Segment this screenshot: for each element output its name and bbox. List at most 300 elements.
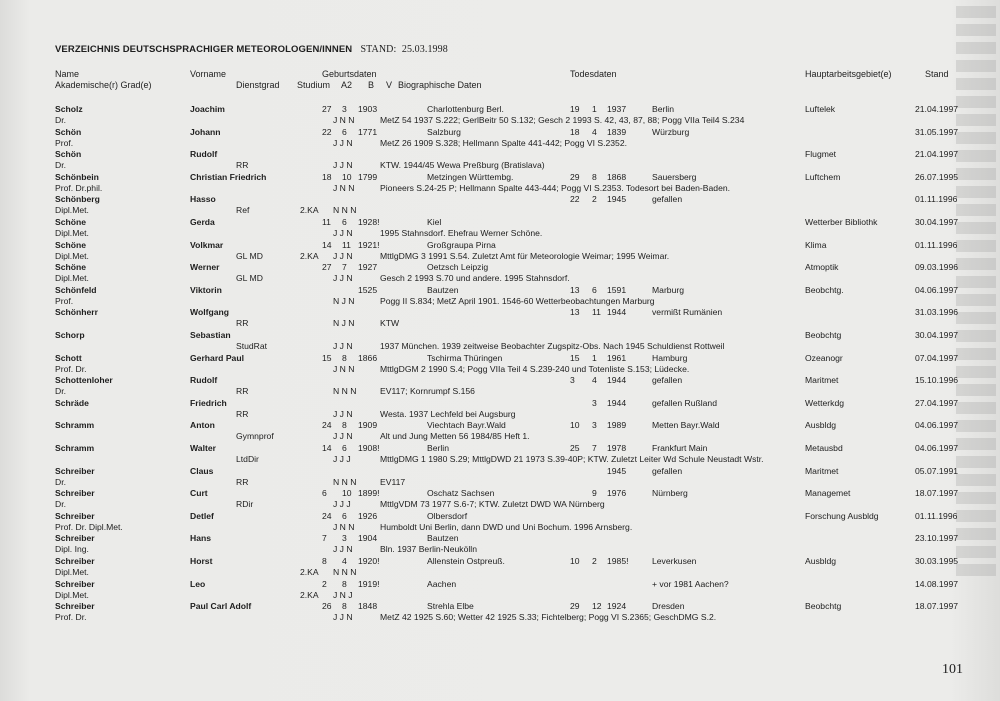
flag-a2-b-v: N N N <box>333 386 357 397</box>
death-year: 1945 <box>607 465 627 476</box>
birth-year: 1919! <box>358 578 380 589</box>
stand-date: 05.07.1991 <box>915 465 959 476</box>
person-firstname: Anton <box>190 420 215 431</box>
death-place: + vor 1981 Aachen? <box>652 578 729 589</box>
death-month: 2 <box>592 556 597 566</box>
person-firstname: Hans <box>190 533 212 544</box>
person-firstname: Christian Friedrich <box>190 171 267 182</box>
person-firstname: Volkmar <box>190 239 224 250</box>
birth-day: 14 <box>322 443 332 453</box>
person-surname: Schramm <box>55 443 95 453</box>
record-row <box>0 127 1000 151</box>
flag-a2-b-v: J N N <box>333 521 355 532</box>
birth-place: Großgraupa Pirna <box>427 239 496 250</box>
person-surname: Schönberg <box>55 194 100 205</box>
biographical-data: Pogg II S.834; MetZ April 1901. 1546-60 Wetterbeobachtungen Marburg <box>380 295 655 306</box>
record-row <box>0 533 1000 557</box>
service-rank: GL MD <box>236 273 263 284</box>
birth-year: 1771 <box>358 126 378 137</box>
death-year: 1944 <box>607 397 627 408</box>
record-row <box>0 488 1000 512</box>
death-year: 1944 <box>607 307 627 318</box>
person-surname: Schräde <box>55 397 89 408</box>
birth-day: 6 <box>322 488 327 499</box>
flag-a2-b-v: J J N <box>333 250 353 261</box>
biographical-data: Bln. 1937 Berlin-Neukölln <box>380 544 477 555</box>
person-surname: Schreiber <box>55 556 95 566</box>
stand-date: 30.04.1997 <box>915 217 959 227</box>
death-place: gefallen <box>652 465 683 476</box>
person-firstname: Detlef <box>190 510 214 521</box>
death-month: 7 <box>592 443 597 453</box>
birth-day: 26 <box>322 601 332 612</box>
death-day: 3 <box>570 375 575 386</box>
academic-degree: Dr. <box>55 499 66 510</box>
academic-degree: Dr. <box>55 160 66 171</box>
academic-degree: Prof. <box>55 295 74 306</box>
birth-year: 1927 <box>358 262 378 273</box>
record-row <box>0 601 1000 625</box>
col-akademische-grade: Akademische(r) Grad(e) <box>55 80 152 90</box>
person-surname: Schön <box>55 149 82 160</box>
record-row <box>0 240 1000 264</box>
death-place: vermißt Rumänien <box>652 307 723 318</box>
stand-date: 18.07.1997 <box>915 488 959 499</box>
flag-a2-b-v: J J N <box>333 228 353 238</box>
person-firstname: Sebastian <box>190 330 231 340</box>
main-field: Wetterkdg <box>805 397 845 408</box>
col-name: Name <box>55 69 80 79</box>
death-day: 25 <box>570 443 580 453</box>
flag-a2-b-v: J J J <box>333 499 351 510</box>
birth-year: 1921! <box>358 239 380 250</box>
academic-degree: Prof. Dr. <box>55 612 87 623</box>
death-place: gefallen <box>652 375 683 386</box>
academic-degree: Dipl.Met. <box>55 567 89 577</box>
death-year: 1944 <box>607 375 627 386</box>
col-todesdaten: Todesdaten <box>570 69 617 79</box>
biographical-data: Westa. 1937 Lechfeld bei Augsburg <box>380 408 516 419</box>
record-row <box>0 217 1000 241</box>
stand-date: 01.11.1996 <box>915 239 958 250</box>
flag-a2-b-v: J J N <box>333 341 353 351</box>
academic-degree: Dr. <box>55 386 66 397</box>
person-surname: Scholz <box>55 104 83 114</box>
biographical-data: 1995 Stahnsdorf. Ehefrau Werner Schöne. <box>380 228 543 238</box>
main-field: Atmoptik <box>805 262 839 273</box>
person-surname: Schreiber <box>55 488 95 499</box>
person-surname: Schreiber <box>55 510 95 521</box>
stand-date: 04.06.1997 <box>915 443 959 453</box>
person-surname: Schöne <box>55 217 87 227</box>
death-month: 2 <box>592 194 597 205</box>
flag-a2-b-v: N N N <box>333 205 357 216</box>
death-place: Berlin <box>652 104 674 114</box>
birth-place: Aachen <box>427 578 457 589</box>
death-year: 1985! <box>607 556 629 566</box>
person-firstname: Walter <box>190 443 216 453</box>
academic-degree: Dr. <box>55 115 66 125</box>
stand-date: 01.11.1996 <box>915 194 958 205</box>
person-surname: Schreiber <box>55 601 95 612</box>
death-place: gefallen Rußland <box>652 397 717 408</box>
flag-a2-b-v: J J N <box>333 160 353 171</box>
record-row <box>0 443 1000 467</box>
death-year: 1924 <box>607 601 627 612</box>
record-row <box>0 466 1000 490</box>
record-row <box>0 285 1000 309</box>
birth-month: 6 <box>342 217 347 227</box>
death-day: 22 <box>570 194 580 205</box>
birth-place: Bautzen <box>427 284 459 295</box>
flag-a2-b-v: J J N <box>333 137 353 148</box>
birth-day: 27 <box>322 104 332 114</box>
birth-day: 14 <box>322 239 332 250</box>
academic-degree: Prof. Dr. <box>55 363 87 374</box>
birth-month: 10 <box>342 171 352 182</box>
stand-date: 21.04.1997 <box>915 104 959 114</box>
flag-a2-b-v: J J N <box>333 273 353 284</box>
academic-degree: Dipl.Met. <box>55 250 89 261</box>
death-month: 4 <box>592 375 597 386</box>
birth-month: 8 <box>342 578 347 589</box>
person-surname: Schöne <box>55 262 87 273</box>
col-studium: Studium <box>297 80 331 90</box>
death-day: 13 <box>570 284 580 295</box>
service-rank: Ref <box>236 205 250 216</box>
page-number: 101 <box>942 662 963 677</box>
death-day: 15 <box>570 352 580 363</box>
birth-day: 8 <box>322 556 327 566</box>
service-rank: RR <box>236 408 249 419</box>
stand-date: 09.03.1996 <box>915 262 959 273</box>
service-rank: StudRat <box>236 341 268 351</box>
person-firstname: Joachim <box>190 104 225 114</box>
death-day: 13 <box>570 307 580 318</box>
service-rank: RR <box>236 318 249 329</box>
flag-a2-b-v: J J N <box>333 431 353 442</box>
birth-year: 1920! <box>358 556 380 566</box>
service-rank: RR <box>236 386 249 397</box>
biographical-data: MetZ 26 1909 S.328; Hellmann Spalte 441-442; Pogg VI S.2352. <box>380 137 627 148</box>
biographical-data: MetZ 54 1937 S.222; GerlBeitr 50 S.132; Gesch 2 1993 S. 42, 43, 87, 88; Pogg VIIa Teil4 S.234 <box>380 115 745 125</box>
flag-a2-b-v: N N N <box>333 567 357 577</box>
person-surname: Schön <box>55 126 82 137</box>
death-year: 1961 <box>607 352 627 363</box>
person-firstname: Rudolf <box>190 375 218 386</box>
person-firstname: Wolfgang <box>190 307 229 318</box>
birth-month: 8 <box>342 352 347 363</box>
record-row <box>0 353 1000 377</box>
col-vorname: Vorname <box>190 69 227 79</box>
stand-date: 21.04.1997 <box>915 149 959 160</box>
death-place: Leverkusen <box>652 556 697 566</box>
col-a2: A2 <box>341 80 353 90</box>
person-firstname: Paul Carl Adolf <box>190 601 252 612</box>
birth-place: Salzburg <box>427 126 461 137</box>
main-field: Managemet <box>805 488 851 499</box>
stand-date: 04.06.1997 <box>915 420 959 431</box>
birth-place: Charlottenburg Berl. <box>427 104 504 114</box>
biographical-data: 1937 München. 1939 zeitweise Beobachter Zugspitz-Obs. Nach 1945 Schuldienst Rottweil <box>380 341 725 351</box>
birth-place: Oschatz Sachsen <box>427 488 495 499</box>
academic-degree: Dipl.Met. <box>55 273 89 284</box>
col-b: B <box>368 80 375 90</box>
person-firstname: Johann <box>190 126 221 137</box>
death-month: 12 <box>592 601 602 612</box>
person-surname: Schönherr <box>55 307 98 318</box>
death-year: 1868 <box>607 171 627 182</box>
birth-place: Berlin <box>427 443 449 453</box>
flag-a2-b-v: N J N <box>333 295 355 306</box>
death-year: 1839 <box>607 126 627 137</box>
stand-date: 18.07.1997 <box>915 601 959 612</box>
col-v: V <box>386 80 393 90</box>
birth-year: 1799 <box>358 171 378 182</box>
biographical-data: MttlgDMG 1 1980 S.29; MttlgDWD 21 1973 S.39-40P; KTW. Zuletzt Leiter Wd Schule Neustadt Wstr. <box>380 454 764 464</box>
main-field: Ozeanogr <box>805 352 843 363</box>
record-row <box>0 398 1000 422</box>
main-field: Forschung Ausbldg <box>805 510 879 521</box>
main-field: Luftelek <box>805 104 836 114</box>
person-surname: Schöne <box>55 239 87 250</box>
person-surname: Schorp <box>55 330 85 340</box>
flag-a2-b-v: N N N <box>333 476 357 487</box>
death-place: gefallen <box>652 194 683 205</box>
death-year: 1976 <box>607 488 627 499</box>
person-surname: Schottenloher <box>55 375 113 386</box>
birth-day: 27 <box>322 262 332 273</box>
birth-place: Tschirma Thüringen <box>427 352 503 363</box>
main-field: Klima <box>805 239 827 250</box>
biographical-data: MttlgDMG 3 1991 S.54. Zuletzt Amt für Meteorologie Weimar; 1995 Weimar. <box>380 250 670 261</box>
record-row <box>0 149 1000 173</box>
academic-degree: Dr. <box>55 476 66 487</box>
stand-date: 23.10.1997 <box>915 533 959 544</box>
flag-a2-b-v: J J N <box>333 408 353 419</box>
birth-day: 2 <box>322 578 327 589</box>
record-row <box>0 579 1000 603</box>
death-day: 29 <box>570 601 580 612</box>
birth-place: Kiel <box>427 217 442 227</box>
death-place: Metten Bayr.Wald <box>652 420 720 431</box>
studium: 2.KA <box>300 205 319 216</box>
birth-month: 10 <box>342 488 352 499</box>
service-rank: RR <box>236 160 249 171</box>
person-surname: Schönbein <box>55 171 99 182</box>
stand-date: 07.04.1997 <box>915 352 959 363</box>
record-row <box>0 104 1000 128</box>
death-month: 11 <box>592 307 601 318</box>
academic-degree: Dipl.Met. <box>55 228 89 238</box>
birth-year: 1909 <box>358 420 378 431</box>
flag-a2-b-v: J J N <box>333 544 353 555</box>
document-title <box>55 44 448 55</box>
person-firstname: Gerhard Paul <box>190 352 244 363</box>
birth-day: 18 <box>322 171 332 182</box>
stand-date: 30.04.1997 <box>915 330 959 340</box>
biographical-data: EV117; Kornrumpf S.156 <box>380 386 475 397</box>
death-year: 1978 <box>607 443 627 453</box>
main-field: Ausbldg <box>805 420 837 431</box>
stand-date: 26.07.1995 <box>915 171 959 182</box>
stand-date: 31.05.1997 <box>915 126 959 137</box>
main-field: Beobchtg <box>805 330 842 340</box>
death-day: 10 <box>570 420 580 431</box>
record-row <box>0 511 1000 535</box>
death-place: Dresden <box>652 601 685 612</box>
person-surname: Schreiber <box>55 533 95 544</box>
birth-month: 4 <box>342 556 347 566</box>
person-firstname: Gerda <box>190 217 215 227</box>
person-surname: Schreiber <box>55 578 95 589</box>
person-firstname: Viktorin <box>190 284 222 295</box>
service-rank: LtdDir <box>236 454 259 464</box>
academic-degree: Prof. <box>55 137 74 148</box>
academic-degree: Dipl.Met. <box>55 205 89 216</box>
person-surname: Schramm <box>55 420 95 431</box>
birth-year: 1866 <box>358 352 378 363</box>
stand-date: 27.04.1997 <box>915 397 959 408</box>
birth-month: 8 <box>342 420 347 431</box>
person-firstname: Werner <box>190 262 220 273</box>
biographical-data: MetZ 42 1925 S.60; Wetter 42 1925 S.33; Fichtelberg; Pogg VI S.2365; GeschDMG S.2. <box>380 612 717 623</box>
flag-a2-b-v: J N N <box>333 363 355 374</box>
col-dienstgrad: Dienstgrad <box>236 80 280 90</box>
record-row <box>0 307 1000 331</box>
birth-month: 6 <box>342 443 347 453</box>
academic-degree: Dipl.Met. <box>55 589 89 600</box>
record-row <box>0 262 1000 286</box>
flag-a2-b-v: J N N <box>333 182 355 193</box>
biographical-data: MttlgVDM 73 1977 S.6-7; KTW. Zuletzt DWD WA Nürnberg <box>380 499 605 510</box>
birth-day: 11 <box>322 217 331 227</box>
main-field: Luftchem <box>805 171 841 182</box>
academic-degree: Prof. Dr. Dipl.Met. <box>55 521 123 532</box>
main-field: Beobchtg <box>805 601 842 612</box>
record-row <box>0 375 1000 399</box>
death-year: 1945 <box>607 194 627 205</box>
stand-date: 31.03.1996 <box>915 307 959 318</box>
birth-year: 1904 <box>358 533 378 544</box>
biographical-data: KTW <box>380 318 400 329</box>
col-hauptarbeitsgebiet: Hauptarbeitsgebiet(e) <box>805 69 892 79</box>
birth-place: Viechtach Bayr.Wald <box>427 420 506 431</box>
death-day: 10 <box>570 556 580 566</box>
biographical-data: EV117 <box>380 476 406 487</box>
death-month: 3 <box>592 397 597 408</box>
death-year: 1937 <box>607 104 627 114</box>
service-rank: RDir <box>236 499 254 510</box>
main-field: Flugmet <box>805 149 837 160</box>
birth-place: Metzingen Württembg. <box>427 171 514 182</box>
biographical-data: Pioneers S.24-25 P; Hellmann Spalte 443-444; Pogg VI S.2353. Todesort bei Baden-Baden. <box>380 182 731 193</box>
person-surname: Schott <box>55 352 82 363</box>
birth-day: 24 <box>322 510 332 521</box>
birth-place: Oetzsch Leipzig <box>427 262 489 273</box>
person-firstname: Friedrich <box>190 397 227 408</box>
record-row <box>0 194 1000 218</box>
main-field: Beobchtg. <box>805 284 844 295</box>
birth-place: Allenstein Ostpreuß. <box>427 556 505 566</box>
birth-year: 1848 <box>358 601 378 612</box>
main-field: Ausbldg <box>805 556 837 566</box>
birth-month: 6 <box>342 510 347 521</box>
death-day: 29 <box>570 171 580 182</box>
death-place: Nürnberg <box>652 488 688 499</box>
studium: 2.KA <box>300 589 319 600</box>
col-geburtsdaten: Geburtsdaten <box>322 69 377 79</box>
stand-date: 15.10.1996 <box>915 375 959 386</box>
biographical-data: Alt und Jung Metten 56 1984/85 Heft 1. <box>380 431 530 442</box>
studium: 2.KA <box>300 250 319 261</box>
death-place: Hamburg <box>652 352 688 363</box>
birth-month: 8 <box>342 601 347 612</box>
birth-year: 1899! <box>358 488 380 499</box>
col-stand: Stand <box>925 69 949 79</box>
birth-day: 24 <box>322 420 332 431</box>
studium: 2.KA <box>300 567 319 577</box>
birth-place: Bautzen <box>427 533 459 544</box>
death-month: 8 <box>592 171 597 182</box>
record-row <box>0 420 1000 444</box>
person-surname: Schönfeld <box>55 284 97 295</box>
birth-year: 1926 <box>358 510 378 521</box>
flag-a2-b-v: J J J <box>333 454 351 464</box>
birth-month: 3 <box>342 533 347 544</box>
title-text: VERZEICHNIS DEUTSCHSPRACHIGER METEOROLOGEN/INNEN <box>55 44 353 55</box>
death-month: 4 <box>592 126 597 137</box>
biographical-data: MttlgDGM 2 1990 S.4; Pogg VIIa Teil 4 S.239-240 und Totenliste S.153; Lüdecke. <box>380 363 690 374</box>
death-year: 1989 <box>607 420 627 431</box>
main-field: Maritmet <box>805 375 839 386</box>
flag-a2-b-v: N J N <box>333 318 355 329</box>
person-firstname: Leo <box>190 578 206 589</box>
death-place: Sauersberg <box>652 171 697 182</box>
record-row <box>0 556 1000 580</box>
death-day: 18 <box>570 126 580 137</box>
person-surname: Schreiber <box>55 465 95 476</box>
death-month: 3 <box>592 420 597 431</box>
person-firstname: Curt <box>190 488 208 499</box>
col-biographische-daten: Biographische Daten <box>398 80 482 90</box>
death-year: 1591 <box>607 284 627 295</box>
biographical-data: KTW. 1944/45 Wewa Preßburg (Bratislava) <box>380 160 545 171</box>
biographical-data: Humboldt Uni Berlin, dann DWD und Uni Bochum. 1996 Arnsberg. <box>380 521 633 532</box>
birth-year: 1928! <box>358 217 380 227</box>
birth-month: 7 <box>342 262 347 273</box>
record-row <box>0 330 1000 354</box>
birth-year: 1525 <box>358 284 378 295</box>
person-firstname: Horst <box>190 556 213 566</box>
death-place: Marburg <box>652 284 684 295</box>
stand-date: 25.03.1998 <box>401 44 448 55</box>
death-day: 19 <box>570 104 580 114</box>
biographical-data: Gesch 2 1993 S.70 und andere. 1995 Stahnsdorf. <box>380 273 570 284</box>
birth-place: Strehla Elbe <box>427 601 474 612</box>
death-place: Frankfurt Main <box>652 443 708 453</box>
flag-a2-b-v: J N J <box>333 589 353 600</box>
person-firstname: Claus <box>190 465 214 476</box>
flag-a2-b-v: J J N <box>333 612 353 623</box>
main-field: Wetterber Bibliothk <box>805 217 878 227</box>
stand-label: STAND: <box>360 44 397 55</box>
main-field: Maritmet <box>805 465 839 476</box>
person-firstname: Hasso <box>190 194 216 205</box>
stand-date: 04.06.1997 <box>915 284 959 295</box>
main-field: Metausbd <box>805 443 843 453</box>
birth-month: 3 <box>342 104 347 114</box>
